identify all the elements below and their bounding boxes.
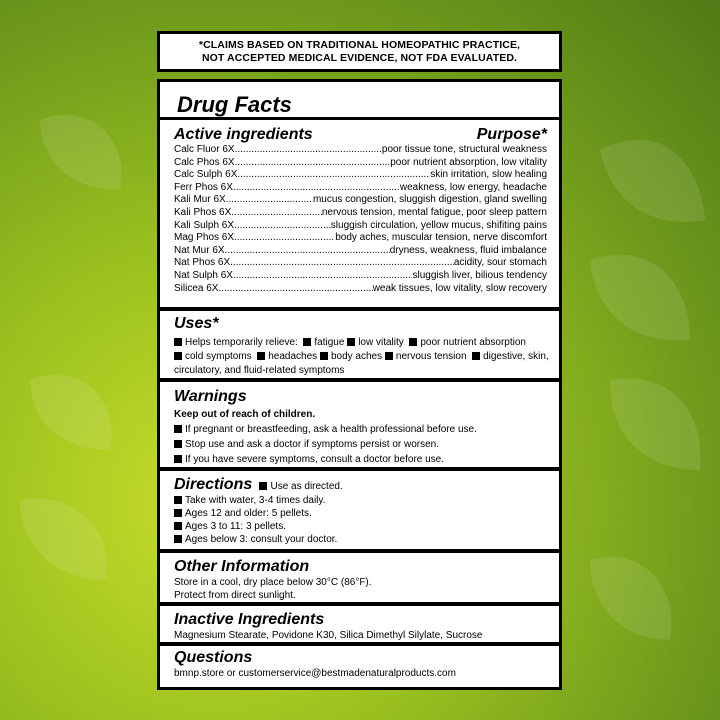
warnings-section [160, 382, 559, 471]
direction-item [174, 494, 547, 507]
other-information-title: Other Information [174, 558, 310, 575]
ingredient-purpose: sluggish circulation, yellow mucus, shifiting pains [330, 219, 547, 231]
warning-item [174, 422, 547, 437]
ingredient-purpose: dryness, weakness, fluid imbalance [389, 244, 547, 256]
ingredient-purpose: mucus congestion, sluggish digestion, gland swelling [312, 194, 547, 206]
inactive-ingredients-text: Magnesium Stearate, Povidone K30, Silica Dimethyl Silylate, Sucrose [174, 630, 483, 641]
bullet-square [174, 440, 182, 448]
uses-tail: circulatory, and fluid-related symptoms [174, 365, 345, 376]
ingredient-purpose: weak tissues, low vitality, slow recovery [372, 282, 547, 294]
ingredient-name: Nat Phos 6X [174, 257, 231, 269]
active-ingredient-row [174, 220, 547, 233]
uses-item: body aches [330, 351, 383, 362]
active-ingredient-row [174, 194, 547, 207]
ingredient-name: Calc Fluor 6X [174, 144, 235, 155]
active-ingredient-row [174, 232, 547, 245]
ingredient-purpose: nervous tension, mental fatigue, poor sleep pattern [321, 206, 547, 218]
claims-disclaimer [157, 31, 562, 72]
active-ingredient-row [174, 144, 547, 157]
warnings-title: Warnings [174, 388, 247, 405]
dot-leader [233, 270, 413, 283]
dot-leader [230, 257, 454, 270]
inactive-ingredients-section [160, 606, 559, 646]
bullet-square [174, 352, 182, 360]
other-information-section [160, 553, 559, 606]
dot-leader [237, 169, 430, 182]
uses-intro: Helps temporarily relieve: [185, 337, 298, 348]
dot-leader [233, 182, 400, 195]
questions-section [160, 646, 559, 680]
ingredient-purpose: poor nutrient absorption, low vitality [390, 156, 547, 168]
uses-line-1 [174, 336, 547, 350]
directions-header [174, 476, 547, 494]
directions-section [160, 471, 559, 553]
dot-leader [234, 220, 331, 233]
claims-line-1: *CLAIMS BASED ON TRADITIONAL HOMEOPATHIC PRACTICE, [198, 39, 521, 51]
ingredient-name: Nat Sulph 6X [174, 269, 233, 281]
drug-facts-title: Drug Facts [160, 82, 559, 120]
direction-item [174, 507, 547, 520]
ingredient-name: Silicea 6X [174, 282, 219, 294]
ingredient-name: Kali Sulph 6X [174, 219, 235, 231]
uses-item: digestive, skin, [483, 351, 549, 362]
bullet-square [257, 352, 265, 360]
uses-section [160, 311, 559, 382]
direction-text: Take with water, 3-4 times daily. [185, 495, 326, 506]
active-ingredient-row [174, 182, 547, 195]
bullet-square [259, 482, 267, 490]
uses-line-2 [174, 350, 547, 364]
active-ingredients-title: Active ingredients [174, 126, 313, 143]
dot-leader [225, 245, 390, 258]
warning-text: If you have severe symptoms, consult a doctor before use. [185, 454, 445, 465]
dot-leader [231, 207, 322, 220]
purpose-title: Purpose* [476, 126, 547, 143]
questions-text: bmnp.store or customerservice@bestmadenaturalproducts.com [174, 668, 456, 679]
warning-item [174, 452, 547, 467]
direction-text: Ages below 3: consult your doctor. [185, 534, 338, 545]
bullet-square [174, 425, 182, 433]
inactive-ingredients-title: Inactive Ingredients [174, 611, 325, 628]
bullet-square [409, 338, 417, 346]
bullet-square [472, 352, 480, 360]
bullet-square [303, 338, 311, 346]
active-ingredient-row [174, 270, 547, 283]
bullet-square [385, 352, 393, 360]
directions-title: Directions [174, 476, 253, 493]
other-information-line-2: Protect from direct sunlight. [174, 590, 296, 601]
direction-item [174, 533, 547, 546]
ingredient-name: Calc Phos 6X [174, 156, 235, 168]
bullet-square [174, 496, 182, 504]
uses-item: cold symptoms [185, 351, 252, 362]
ingredient-name: Calc Sulph 6X [174, 169, 238, 181]
dot-leader [235, 144, 382, 157]
direction-item [174, 520, 547, 533]
active-ingredient-row [174, 169, 547, 182]
uses-item: fatigue [314, 337, 345, 348]
ingredient-name: Kali Phos 6X [174, 206, 232, 218]
active-ingredient-row [174, 157, 547, 170]
dot-leader [218, 283, 372, 296]
active-ingredients-list [174, 144, 547, 295]
active-ingredients-section [160, 82, 559, 311]
dot-leader [226, 194, 313, 207]
dot-leader [235, 157, 391, 170]
dot-leader [234, 232, 335, 245]
warning-item [174, 437, 547, 452]
ingredient-purpose: poor tissue tone, structural weakness [381, 144, 547, 155]
uses-item: low vitality [358, 337, 404, 348]
active-ingredient-row [174, 245, 547, 258]
bullet-square [174, 509, 182, 517]
other-information-line-1: Store in a cool, dry place below 30°C (86°F). [174, 577, 372, 588]
ingredient-purpose: sluggish liver, bilious tendency [412, 269, 547, 281]
direction-text: Ages 12 and older: 5 pellets. [185, 508, 312, 519]
uses-item: nervous tension [395, 351, 467, 362]
questions-title: Questions [174, 649, 253, 666]
claims-line-2: NOT ACCEPTED MEDICAL EVIDENCE, NOT FDA EVALUATED. [201, 52, 518, 64]
active-ingredient-row [174, 283, 547, 296]
active-ingredient-row [174, 257, 547, 270]
active-ingredients-header [174, 120, 547, 144]
ingredient-name: Ferr Phos 6X [174, 181, 233, 193]
ingredient-purpose: acidity, sour stomach [453, 257, 547, 269]
active-ingredient-row [174, 207, 547, 220]
ingredient-name: Nat Mur 6X [174, 244, 225, 256]
bullet-square [174, 522, 182, 530]
ingredient-purpose: body aches, muscular tension, nerve discomfort [335, 232, 547, 244]
drug-facts-panel [157, 79, 562, 690]
keep-out-warning: Keep out of reach of children. [174, 409, 316, 420]
directions-inline-text: Use as directed. [270, 481, 343, 492]
bullet-square [347, 338, 355, 346]
bullet-square [174, 455, 182, 463]
directions-inline [257, 481, 343, 492]
bullet-square [174, 338, 182, 346]
ingredient-purpose: weakness, low energy, headache [399, 181, 547, 193]
ingredient-name: Mag Phos 6X [174, 232, 235, 244]
uses-item: poor nutrient absorption [420, 337, 526, 348]
uses-item: headaches [268, 351, 318, 362]
uses-title: Uses* [174, 315, 219, 332]
warning-text: If pregnant or breastfeeding, ask a health professional before use. [185, 424, 477, 435]
direction-text: Ages 3 to 11: 3 pellets. [185, 521, 286, 532]
bullet-square [320, 352, 328, 360]
ingredient-name: Kali Mur 6X [174, 194, 226, 206]
warning-text: Stop use and ask a doctor if symptoms persist or worsen. [185, 439, 439, 450]
bullet-square [174, 535, 182, 543]
ingredient-purpose: skin irritation, slow healing [430, 169, 547, 181]
